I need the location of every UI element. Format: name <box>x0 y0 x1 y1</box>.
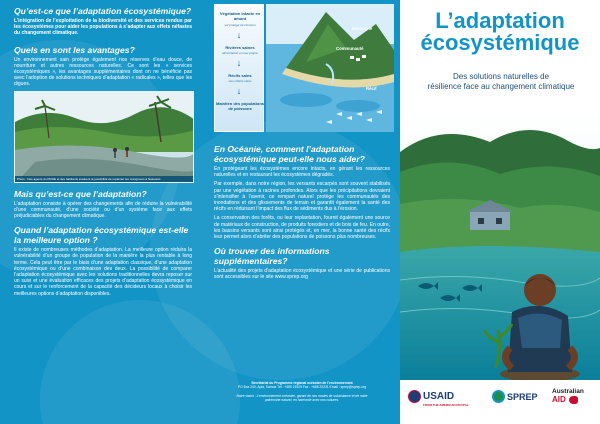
cover-subtitle-line-2: résilience face au changement climatique <box>427 82 575 91</box>
section-title-best-option <box>14 225 192 245</box>
diagram-label-vegetation: Végétation intacte en amont <box>219 11 261 21</box>
diagram-flow-column <box>214 4 264 132</box>
diagram-sub-coastal: eau côtière saine <box>228 79 252 83</box>
section-title-benefits: Quels en sont les avantages? <box>14 44 135 55</box>
more-info-text: L’actualité des projets d’adaptation écosystémique et une série de publications sont accessibles sur le site www.sprep.org <box>214 268 390 281</box>
oceania-text-3: La conservation des forêts, ou leur replantation, fournit également une source de matériaux de construction, de produits forestiers et de bois de feu. En outre, les bassins versants sont ainsi protégés et, en mer, la bonne santé des récifs leur permet alors d’abriter des populations de poissons plus nombreuses. <box>214 215 390 241</box>
section-title-oceania <box>214 144 390 164</box>
contact-block <box>214 381 390 403</box>
river-scene-illustration <box>15 92 194 183</box>
section-text-adaptation: L’adaptation consiste à opérer des changements afin de réduire la vulnérabilité d’une communauté, d’une société ou d’un système face aux effets préjudiciables du changement climatique. <box>14 200 192 220</box>
section-title-what-is-eba: Qu’est-ce que l’adaptation écosystémique? <box>14 6 192 16</box>
cover-title <box>400 10 600 54</box>
left-panel <box>0 0 200 424</box>
coastal-scene-illustration <box>400 112 600 380</box>
section-text-benefits: Un environnement sain protège également nos réserves d’eau douce, de nourriture et autres ressources naturelles. Ce sont les « services écosystémiques », les avantages supplémentaires dont on ne bénéficie pas avec l’adoption de solutions techniques d’adaptation « radicales », telles que les digues. <box>14 56 192 88</box>
vision-line-1: Notre vision : L’environnement océanien, garant de nos modes de subsistance et de notre <box>236 393 368 398</box>
usaid-tagline: FROM THE AMERICAN PEOPLE <box>423 403 469 407</box>
ecosystem-diagram <box>214 4 390 142</box>
usaid-wordmark: USAID <box>423 391 455 402</box>
island-illustration <box>266 4 394 132</box>
diagram-label-reefs: Récifs sains <box>228 73 252 78</box>
diagram-tag-community: Communauté <box>336 46 364 51</box>
australian-aid-line-1: Australian <box>552 388 584 395</box>
oceania-text-2: Par exemple, dans notre région, les versants escarpés sont souvent stabilisés par une végétation à racines profondes. Alors que les précipitations devraient s’intensifier à l’avenir, ce rempart naturel protège les communautés des inondations et des glissements de terrain et garantit également la santé des récifs en réduisant l’impact des flux de sédiments dus à l’érosion. <box>214 181 390 213</box>
australian-aid-line-2: AID <box>552 395 566 404</box>
cover-subtitle <box>426 72 576 92</box>
cover-title-line-1: L’adaptation <box>435 8 565 33</box>
middle-panel <box>200 0 400 424</box>
diagram-tag-mountain: Montagne <box>352 26 373 31</box>
best-option-title-line-1: Quand l’adaptation écosystémique est-elle <box>14 225 189 236</box>
diagram-label-fish: Maintien des populations de poissons <box>215 101 264 111</box>
oceania-title-line-2: écosystémique peut-elle nous aider? <box>214 154 365 164</box>
vision-line-2: patrimoine naturel, en harmonie avec nos cultures. <box>264 398 340 403</box>
oceania-title-line-1: En Océanie, comment l’adaptation <box>214 144 355 154</box>
cover-photo <box>400 112 600 380</box>
sprep-logo <box>492 390 538 403</box>
contact-address: PO Box 240, Apia, Samoa Tél : +685 21929 Fax : +685 20231 Email : sprep@sprep.org <box>237 385 367 390</box>
diagram-tag-reef: Récif <box>366 86 377 91</box>
usaid-logo <box>408 390 469 407</box>
kangaroo-icon <box>569 396 578 404</box>
cover-panel <box>400 0 600 424</box>
diagram-sub-soil: sol protégé de l’érosion <box>224 23 256 27</box>
diagram-label-rivers: Rivières saines <box>225 45 255 50</box>
arrow-down-icon: ↓ <box>236 86 242 96</box>
usaid-seal-icon <box>408 390 421 403</box>
sprep-wordmark: SPREP <box>507 391 538 402</box>
arrow-down-icon: ↓ <box>236 30 242 40</box>
section-text-what-is-eba: L’intégration de l’exploitation de la biodiversité et des services rendus par les écosystèmes pour aider les populations à s’adapter aux effets néfastes du changement climatique. <box>14 18 192 37</box>
photo-caption: Photo : Des agents du PROE et des habitants évaluent la possibilité de replanter les mangroves à Nassoulo <box>15 176 193 182</box>
contact-org: Secrétariat du Programme régional océanien de l’environnement <box>251 381 353 385</box>
section-title-adaptation: Mais qu’est-ce que l’adaptation? <box>14 188 147 199</box>
section-title-more-info: Où trouver des informations supplémentaires? <box>214 246 330 267</box>
australian-aid-logo <box>552 388 584 404</box>
oceania-text-1: En protégeant les écosystèmes encore intacts, en gérant les ressources naturelles et en restaurant les écosystèmes dégradés. <box>214 166 390 179</box>
cover-subtitle-line-1: Des solutions naturelles de <box>452 72 550 81</box>
best-option-title-line-2: la meilleure option ? <box>14 235 98 246</box>
island-scene <box>266 4 394 132</box>
river-photo <box>14 91 194 183</box>
arrow-down-icon: ↓ <box>236 58 242 68</box>
diagram-sub-water: alimentation en eau propre <box>222 51 258 55</box>
cover-title-line-2: écosystémique <box>420 30 580 55</box>
sprep-globe-icon <box>492 390 505 403</box>
section-text-best-option: Il existe de nombreuses méthodes d’adaptation. La meilleure option réduira la vulnérabilité d’un groupe de population de la manière la plus rentable à long terme. Cela peut être par le biais d’une adaptation classique, d’une adaptation écosystémique ou d’une combinaison des deux. La possibilité de comparer l’adaptation écosystémique avec les solutions traditionnelles devra reposer sur un suivi et une évaluation efficaces des projets d’adaptation écosystémique en cours et sur le renforcement de la capacité des décideurs locaux à choisir les meilleures options d’adaptation disponibles. <box>14 247 192 297</box>
partner-logos <box>400 382 600 424</box>
